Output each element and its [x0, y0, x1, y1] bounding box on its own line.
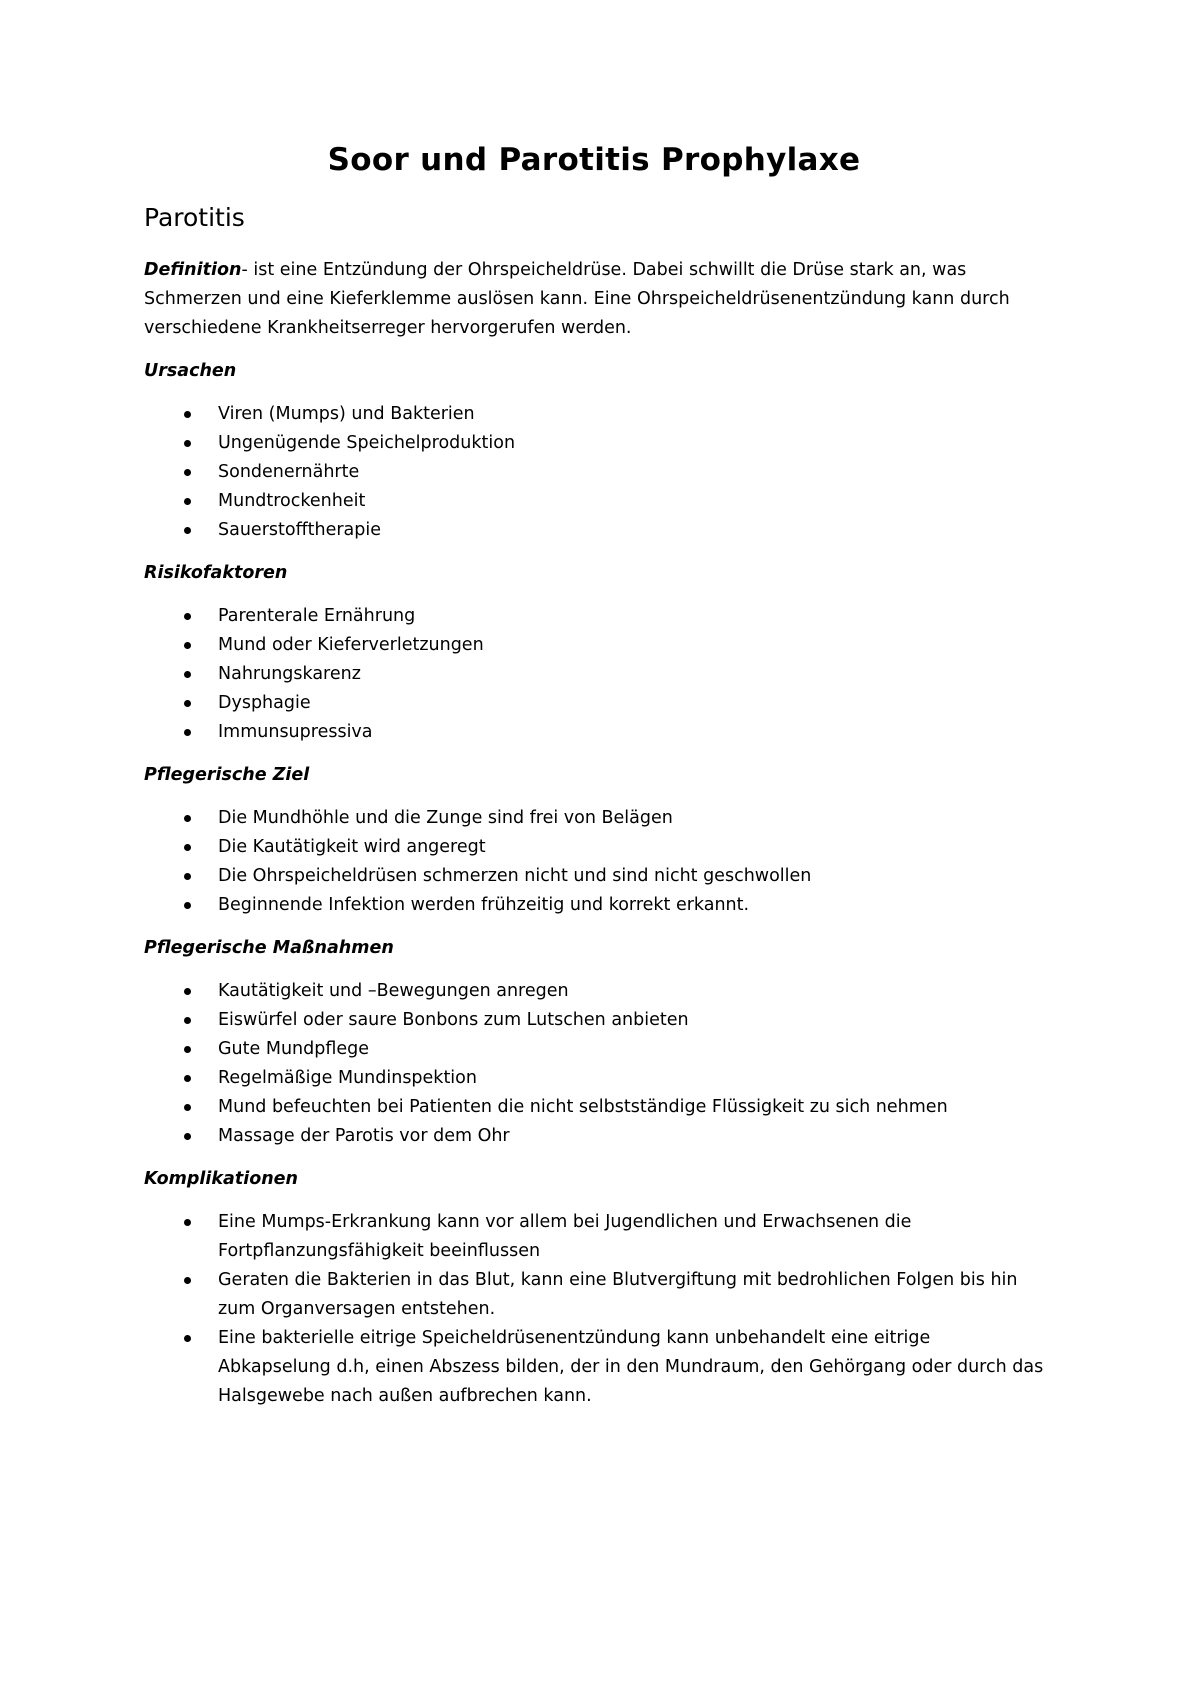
heading-komplikationen: Komplikationen [144, 1169, 299, 1189]
bullet-icon [184, 613, 191, 620]
list-item-text: Mund befeuchten bei Patienten die nicht selbstständige Flüssigkeit zu sich nehmen [218, 1097, 948, 1117]
list-item-text: Ungenügende Speichelproduktion [218, 433, 516, 453]
list-item [144, 1208, 1044, 1266]
bullet-icon [184, 1335, 191, 1342]
bullet-icon [184, 469, 191, 476]
definition-term: Definition [144, 260, 242, 280]
list-pflegerische-massnahmen [144, 977, 1044, 1151]
heading-ursachen: Ursachen [144, 361, 237, 381]
list-item [144, 516, 1044, 545]
list-item-text: Eine bakterielle eitrige Speicheldrüsenentzündung kann unbehandelt eine eitrige Abkapselung d.h, einen Abszess bilden, der in den Mundraum, den Gehörgang oder durch das Halsgewebe nach außen aufbrechen kann. [218, 1328, 1044, 1406]
list-item [144, 429, 1044, 458]
bullet-icon [184, 642, 191, 649]
list-risikofaktoren [144, 602, 1044, 747]
bullet-icon [184, 815, 191, 822]
list-item [144, 1035, 1044, 1064]
list-item [144, 1006, 1044, 1035]
list-item-text: Sondenernährte [218, 462, 360, 482]
list-item [144, 458, 1044, 487]
list-item-text: Nahrungskarenz [218, 664, 361, 684]
list-item-text: Dysphagie [218, 693, 311, 713]
list-item [144, 1064, 1044, 1093]
list-item [144, 833, 1044, 862]
bullet-icon [184, 498, 191, 505]
list-item-text: Immunsupressiva [218, 722, 373, 742]
list-item [144, 977, 1044, 1006]
bullet-icon [184, 700, 191, 707]
bullet-icon [184, 1017, 191, 1024]
list-item [144, 602, 1044, 631]
list-item [144, 689, 1044, 718]
bullet-icon [184, 671, 191, 678]
list-item [144, 1093, 1044, 1122]
list-item-text: Massage der Parotis vor dem Ohr [218, 1126, 510, 1146]
bullet-icon [184, 440, 191, 447]
list-item [144, 1266, 1044, 1324]
list-item-text: Gute Mundpflege [218, 1039, 370, 1059]
bullet-icon [184, 844, 191, 851]
bullet-icon [184, 902, 191, 909]
list-item [144, 1324, 1044, 1411]
list-item-text: Die Mundhöhle und die Zunge sind frei von Belägen [218, 808, 673, 828]
list-item [144, 660, 1044, 689]
list-item-text: Die Ohrspeicheldrüsen schmerzen nicht und sind nicht geschwollen [218, 866, 812, 886]
document-page [144, 140, 1044, 1411]
heading-pflegerische-massnahmen: Pflegerische Maßnahmen [144, 938, 394, 958]
bullet-icon [184, 1219, 191, 1226]
bullet-icon [184, 1104, 191, 1111]
list-komplikationen [144, 1208, 1044, 1411]
bullet-icon [184, 988, 191, 995]
list-item-text: Beginnende Infektion werden frühzeitig und korrekt erkannt. [218, 895, 750, 915]
list-item-text: Eiswürfel oder saure Bonbons zum Lutschen anbieten [218, 1010, 689, 1030]
list-item [144, 1122, 1044, 1151]
section-title-parotitis: Parotitis [144, 203, 245, 232]
list-item-text: Kautätigkeit und –Bewegungen anregen [218, 981, 569, 1001]
list-item [144, 487, 1044, 516]
list-item-text: Geraten die Bakterien in das Blut, kann eine Blutvergiftung mit bedrohlichen Folgen bis hin zum Organversagen entstehen. [218, 1270, 1018, 1319]
list-item-text: Regelmäßige Mundinspektion [218, 1068, 477, 1088]
list-item-text: Viren (Mumps) und Bakterien [218, 404, 475, 424]
list-pflegerische-ziel [144, 804, 1044, 920]
list-ursachen [144, 400, 1044, 545]
list-item-text: Parenterale Ernährung [218, 606, 416, 626]
list-item [144, 400, 1044, 429]
list-item [144, 862, 1044, 891]
definition-text: - ist eine Entzündung der Ohrspeicheldrüse. Dabei schwillt die Drüse stark an, was Schmerzen und eine Kieferklemme auslösen kann. Eine Ohrspeicheldrüsenentzündung kann durch verschiedene Krankheitserreger hervorgerufen werden. [144, 260, 1010, 338]
list-item [144, 631, 1044, 660]
definition-paragraph [144, 256, 1044, 343]
bullet-icon [184, 527, 191, 534]
list-item-text: Sauerstofftherapie [218, 520, 382, 540]
heading-pflegerische-ziel: Pflegerische Ziel [144, 765, 310, 785]
list-item-text: Mund oder Kieferverletzungen [218, 635, 484, 655]
list-item [144, 891, 1044, 920]
list-item-text: Eine Mumps-Erkrankung kann vor allem bei Jugendlichen und Erwachsenen die Fortpflanzungsfähigkeit beeinflussen [218, 1212, 912, 1261]
list-item-text: Die Kautätigkeit wird angeregt [218, 837, 486, 857]
bullet-icon [184, 411, 191, 418]
document-title: Soor und Parotitis Prophylaxe [327, 142, 861, 178]
bullet-icon [184, 729, 191, 736]
list-item [144, 718, 1044, 747]
list-item [144, 804, 1044, 833]
bullet-icon [184, 873, 191, 880]
bullet-icon [184, 1075, 191, 1082]
list-item-text: Mundtrockenheit [218, 491, 366, 511]
bullet-icon [184, 1046, 191, 1053]
heading-risikofaktoren: Risikofaktoren [144, 563, 288, 583]
bullet-icon [184, 1277, 191, 1284]
bullet-icon [184, 1133, 191, 1140]
